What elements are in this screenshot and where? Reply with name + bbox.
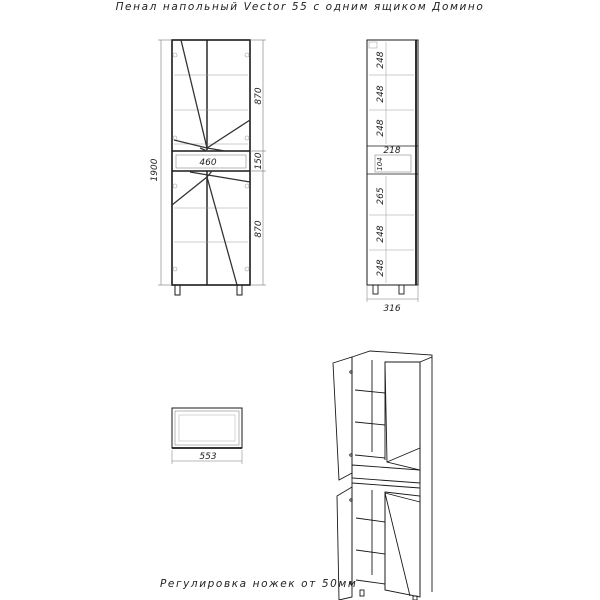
dim-shelf-3: 248 — [376, 119, 386, 137]
dim-drawer-height: 150 — [254, 152, 264, 170]
dim-shelf-2: 248 — [376, 85, 386, 103]
dim-drawer-width: 460 — [199, 158, 217, 168]
dim-shelf-1: 248 — [376, 51, 386, 69]
dim-overall-width: 553 — [199, 452, 217, 462]
isometric-view — [333, 351, 432, 600]
side-view — [367, 40, 418, 302]
dim-drawer-inner: 104 — [376, 157, 384, 171]
dim-drawer-depth: 218 — [383, 146, 401, 156]
dim-overall-depth: 316 — [383, 304, 401, 314]
dim-overall-height: 1900 — [150, 158, 160, 182]
dim-lower-height: 870 — [254, 220, 264, 238]
dim-upper-height: 870 — [254, 87, 264, 105]
leg-adjustment-note: Регулировка ножек от 50мм — [160, 578, 358, 590]
dim-shelf-5: 248 — [376, 225, 386, 243]
dim-shelf-4: 265 — [376, 187, 386, 205]
drawing-title: Пенал напольный Vector 55 с одним ящиком Домино — [115, 1, 485, 13]
dim-shelf-6: 248 — [376, 259, 386, 277]
